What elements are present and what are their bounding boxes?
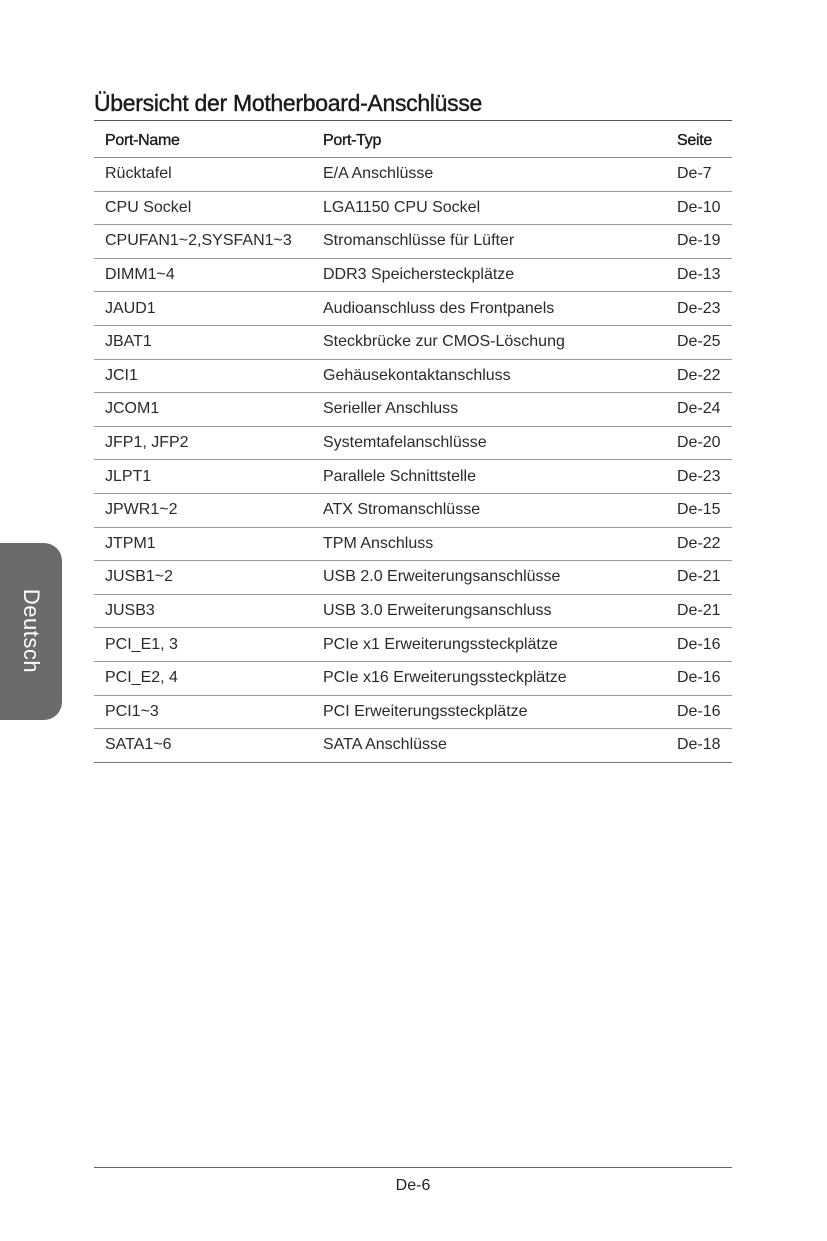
cell-port-type: USB 3.0 Erweiterungsanschluss xyxy=(312,594,666,628)
cell-page: De-19 xyxy=(666,225,732,259)
table-row xyxy=(94,258,732,292)
cell-port-type: E/A Anschlüsse xyxy=(312,158,666,192)
page-number: De-6 xyxy=(395,1177,431,1194)
cell-port-type: Stromanschlüsse für Lüfter xyxy=(312,225,666,259)
cell-port-name: CPUFAN1~2,SYSFAN1~3 xyxy=(94,225,312,259)
cell-page: De-24 xyxy=(666,393,732,427)
cell-page: De-10 xyxy=(666,191,732,225)
cell-port-type: Parallele Schnittstelle xyxy=(312,460,666,494)
table-row xyxy=(94,292,732,326)
cell-page: De-16 xyxy=(666,661,732,695)
cell-port-name: DIMM1~4 xyxy=(94,258,312,292)
cell-port-type: Steckbrücke zur CMOS-Löschung xyxy=(312,325,666,359)
table-row xyxy=(94,225,732,259)
cell-port-type: ATX Stromanschlüsse xyxy=(312,493,666,527)
cell-port-type: Serieller Anschluss xyxy=(312,393,666,427)
language-tab-label: Deutsch xyxy=(19,588,44,674)
cell-port-name: Rücktafel xyxy=(94,158,312,192)
table-row xyxy=(94,729,732,763)
cell-port-name: PCI1~3 xyxy=(94,695,312,729)
cell-port-name: JAUD1 xyxy=(94,292,312,326)
cell-page: De-22 xyxy=(666,359,732,393)
cell-port-type: PCIe x1 Erweiterungssteckplätze xyxy=(312,628,666,662)
cell-page: De-16 xyxy=(666,695,732,729)
cell-page: De-22 xyxy=(666,527,732,561)
table-row xyxy=(94,426,732,460)
page-title: Übersicht der Motherboard-Anschlüsse xyxy=(94,90,483,116)
cell-page: De-25 xyxy=(666,325,732,359)
header-page: Seite xyxy=(666,125,732,158)
cell-port-type: USB 2.0 Erweiterungsanschlüsse xyxy=(312,561,666,595)
cell-port-type: PCIe x16 Erweiterungssteckplätze xyxy=(312,661,666,695)
table-row xyxy=(94,393,732,427)
cell-page: De-16 xyxy=(666,628,732,662)
cell-page: De-21 xyxy=(666,594,732,628)
cell-port-type: TPM Anschluss xyxy=(312,527,666,561)
table-row xyxy=(94,460,732,494)
table-row xyxy=(94,493,732,527)
table-row xyxy=(94,561,732,595)
table-row xyxy=(94,191,732,225)
cell-port-type: Audioanschluss des Frontpanels xyxy=(312,292,666,326)
footer-divider xyxy=(94,1167,732,1168)
table-row xyxy=(94,628,732,662)
language-side-tab xyxy=(0,543,62,720)
cell-page: De-15 xyxy=(666,493,732,527)
cell-page: De-18 xyxy=(666,729,732,763)
title-divider xyxy=(94,120,732,121)
cell-port-name: SATA1~6 xyxy=(94,729,312,763)
cell-port-name: CPU Sockel xyxy=(94,191,312,225)
cell-port-name: JBAT1 xyxy=(94,325,312,359)
cell-port-name: JFP1, JFP2 xyxy=(94,426,312,460)
cell-port-name: JUSB3 xyxy=(94,594,312,628)
cell-port-name: JUSB1~2 xyxy=(94,561,312,595)
cell-port-type: DDR3 Speichersteckplätze xyxy=(312,258,666,292)
table-header-row xyxy=(94,125,732,158)
cell-port-name: PCI_E2, 4 xyxy=(94,661,312,695)
port-overview-table xyxy=(94,125,732,763)
cell-page: De-20 xyxy=(666,426,732,460)
table-row xyxy=(94,695,732,729)
cell-page: De-21 xyxy=(666,561,732,595)
cell-page: De-23 xyxy=(666,460,732,494)
cell-page: De-13 xyxy=(666,258,732,292)
table-row xyxy=(94,158,732,192)
table-row xyxy=(94,661,732,695)
table-row xyxy=(94,325,732,359)
cell-port-type: Gehäusekontaktanschluss xyxy=(312,359,666,393)
cell-page: De-23 xyxy=(666,292,732,326)
cell-port-name: JCI1 xyxy=(94,359,312,393)
cell-port-type: Systemtafelanschlüsse xyxy=(312,426,666,460)
cell-port-name: PCI_E1, 3 xyxy=(94,628,312,662)
header-port-name: Port-Name xyxy=(94,125,312,158)
cell-port-type: PCI Erweiterungssteckplätze xyxy=(312,695,666,729)
cell-port-name: JPWR1~2 xyxy=(94,493,312,527)
cell-port-type: SATA Anschlüsse xyxy=(312,729,666,763)
cell-port-name: JTPM1 xyxy=(94,527,312,561)
cell-port-type: LGA1150 CPU Sockel xyxy=(312,191,666,225)
table-row xyxy=(94,527,732,561)
cell-port-name: JLPT1 xyxy=(94,460,312,494)
table-row xyxy=(94,594,732,628)
header-port-type: Port-Typ xyxy=(312,125,666,158)
table-row xyxy=(94,359,732,393)
cell-port-name: JCOM1 xyxy=(94,393,312,427)
cell-page: De-7 xyxy=(666,158,732,192)
